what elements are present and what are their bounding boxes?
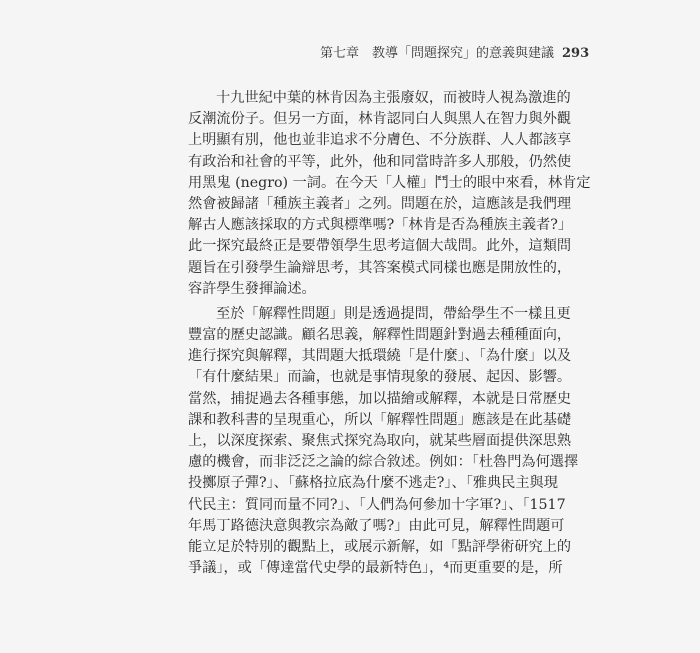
text-line: 容許學生發揮論述。 xyxy=(188,280,316,297)
paragraph-2 xyxy=(188,304,579,579)
text-line: 能立足於特別的觀點上，或展示新解，如「點評學術研究上的 xyxy=(188,538,572,555)
text-line: 用黑鬼 (negro) 一詞。在今天「人權」鬥士的眼中來看，林肯定 xyxy=(188,174,591,191)
text-line: 當然，捕捉過去各種事態，加以描繪或解釋，本就是日常歷史 xyxy=(188,390,572,407)
running-header xyxy=(320,42,589,61)
text-line: 「有什麼結果」而論，也就是事情現象的發展、起因、影響。 xyxy=(188,369,572,386)
text-line: 爭議」，或「傳達當代史學的最新特色」，⁴而更重要的是，所 xyxy=(188,560,563,577)
body-text xyxy=(188,88,591,579)
text-line: 投擲原子彈?」、「蘇格拉底為什麼不逃走?」、「雅典民主與現 xyxy=(188,475,558,492)
text-line: 反潮流份子。但另一方面，林肯認同白人與黑人在智力與外觀 xyxy=(188,111,572,128)
text-line: 進行探究與解釋，其問題大抵環繞「是什麼」、「為什麼」以及 xyxy=(188,348,572,365)
text-line: 有政治和社會的平等，此外，他和同當時許多人那般，仍然使 xyxy=(188,153,572,170)
text-line: 代民主：質同而量不同?」、「人們為何參加十字軍?」、「1517 xyxy=(188,496,566,513)
chapter-title: 第七章 教導「問題探究」的意義與建議 xyxy=(320,46,555,61)
text-line: 慮的機會，而非泛泛之論的綜合敘述。例如：「杜魯門為何選擇 xyxy=(188,454,579,471)
text-line: 至於「解釋性問題」則是透過提問，帶給學生不一樣且更 xyxy=(216,305,571,322)
text-line: 課和教科書的呈現重心，所以「解釋性問題」應該是在此基礎 xyxy=(188,411,572,428)
text-line: 此一探究最終正是要帶領學生思考這個大哉問。此外，這類問 xyxy=(188,238,572,255)
text-line: 然會被歸諸「種族主義者」之列。問題在於，這應該是我們理 xyxy=(188,195,572,212)
text-line: 年馬丁路德決意與教宗為敵了嗎?」由此可見，解釋性問題可 xyxy=(188,517,565,534)
text-line: 上明顯有別，他也並非追求不分膚色、不分族群、人人都該享 xyxy=(188,132,572,149)
paragraph-1 xyxy=(188,88,591,300)
text-line: 解古人應該採取的方式與標準嗎?「林肯是否為種族主義者?」 xyxy=(188,217,573,234)
page-number: 293 xyxy=(562,46,590,61)
text-line: 十九世紀中葉的林肯因為主張廢奴，而被時人視為激進的 xyxy=(216,90,571,106)
text-line: 題旨在引發學生論辯思考，其答案模式同樣也應是開放性的， xyxy=(188,259,572,276)
text-line: 上，以深度探索、聚焦式探究為取向，就某些層面提供深思熟 xyxy=(188,433,572,449)
text-line: 豐富的歷史認識。顧名思義，解釋性問題針對過去種種面向， xyxy=(188,327,572,344)
